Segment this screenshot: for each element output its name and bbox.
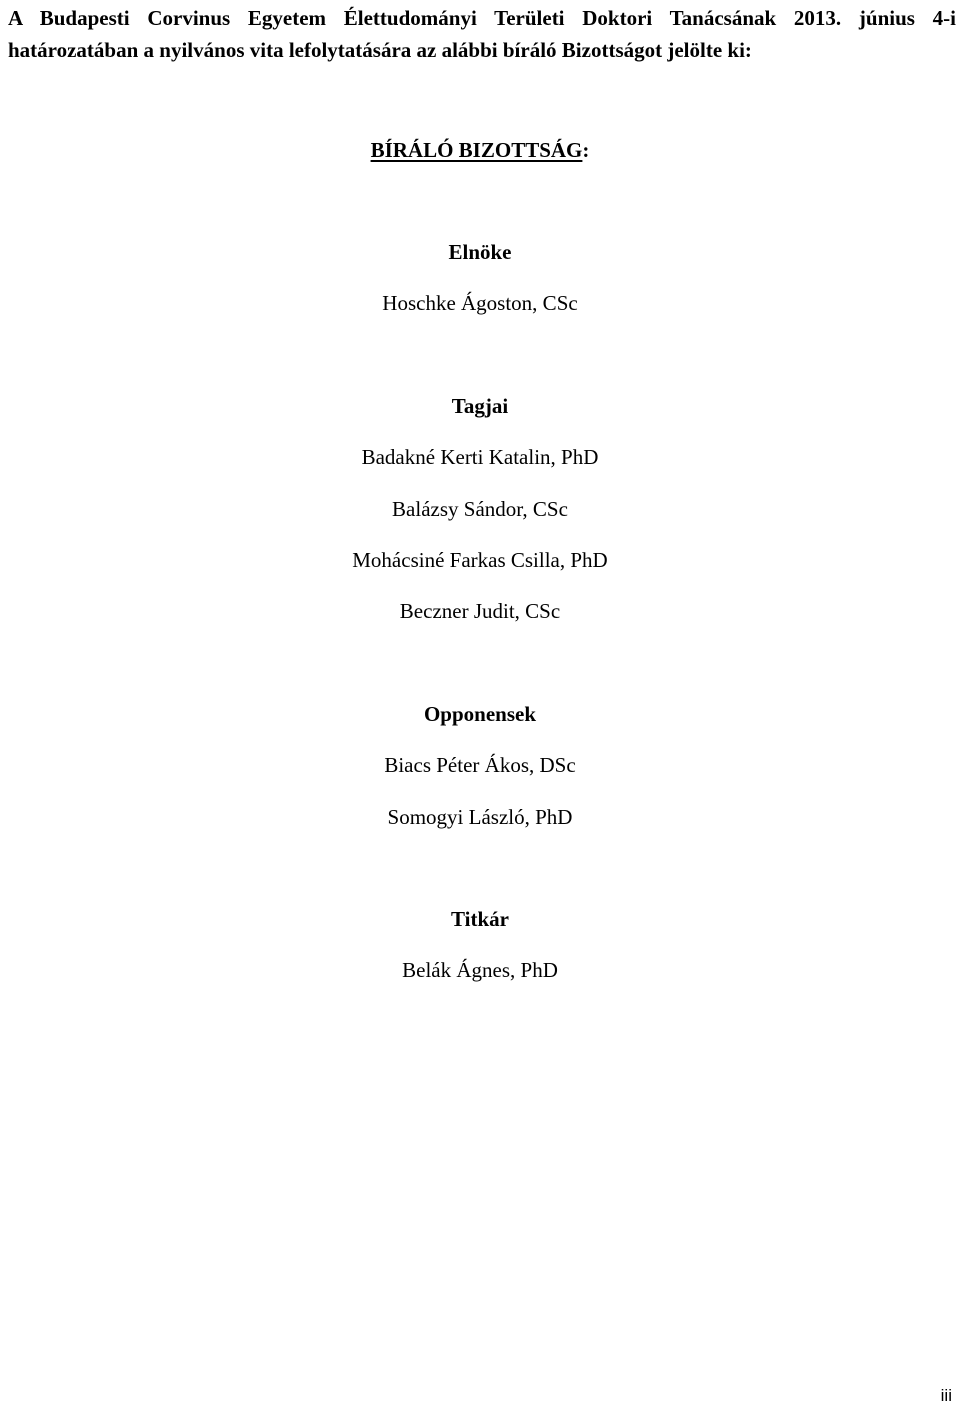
secretary-name: Belák Ágnes, PhD [402,958,558,982]
member-name: Balázsy Sándor, CSc [392,497,568,521]
members-heading: Tagjai [451,394,509,418]
opponent-name: Somogyi László, PhD [387,805,573,829]
member-name: Beczner Judit, CSc [399,599,561,623]
committee-title-text: BÍRÁLÓ BIZOTTSÁG [370,138,583,162]
opponent-name: Biacs Péter Ákos, DSc [384,753,576,777]
page-number: iii [940,1386,952,1405]
committee-title [0,137,960,163]
committee-title-colon: : [582,138,590,162]
secretary-heading: Titkár [451,907,509,931]
opponents-heading: Opponensek [423,702,537,726]
member-name: Badakné Kerti Katalin, PhD [361,445,599,469]
intro-paragraph: A Budapesti Corvinus Egyetem Élettudományi Területi Doktori Tanácsának 2013. június 4-i határozatában a nyilvános vita lefolytatására az alábbi bíráló Bizottságot jelölte ki: [8,6,956,62]
member-name: Mohácsiné Farkas Csilla, PhD [352,548,608,572]
chair-name: Hoschke Ágoston, CSc [382,291,578,315]
chair-heading: Elnöke [448,240,512,264]
